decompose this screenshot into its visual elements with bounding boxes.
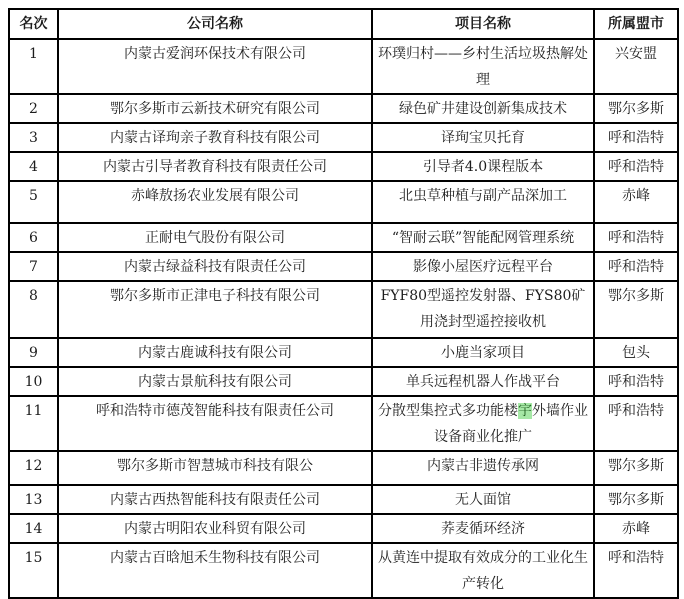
project-cell: 小鹿当家项目 (372, 338, 594, 367)
rank-cell: 7 (9, 252, 58, 281)
city-cell: 呼和浩特 (594, 152, 678, 181)
company-cell: 内蒙古绿益科技有限责任公司 (58, 252, 372, 281)
company-cell: 鄂尔多斯市正津电子科技有限公司 (58, 281, 372, 338)
header-project: 项目名称 (372, 9, 594, 39)
project-cell: 译珣宝贝托育 (372, 123, 594, 152)
table-row (9, 39, 678, 94)
project-text: 外墙作业设备商业化推广 (434, 403, 588, 445)
city-cell: 赤峰 (594, 514, 678, 543)
highlighted-text: 宇 (518, 403, 532, 419)
company-cell: 内蒙古引导者教育科技有限责任公司 (58, 152, 372, 181)
company-cell: 内蒙古鹿诚科技有限公司 (58, 338, 372, 367)
ranking-table (8, 8, 679, 599)
table-row (9, 252, 678, 281)
project-cell: 绿色矿井建设创新集成技术 (372, 94, 594, 123)
rank-cell: 11 (9, 396, 58, 451)
city-cell: 呼和浩特 (594, 367, 678, 396)
header-company: 公司名称 (58, 9, 372, 39)
company-cell: 正耐电气股份有限公司 (58, 223, 372, 252)
project-cell: 环璞归村——乡村生活垃圾热解处理 (372, 39, 594, 94)
table-row (9, 181, 678, 223)
project-cell (372, 396, 594, 451)
city-cell: 鄂尔多斯 (594, 451, 678, 485)
table-row (9, 485, 678, 514)
header-city: 所属盟市 (594, 9, 678, 39)
city-cell: 鄂尔多斯 (594, 281, 678, 338)
rank-cell: 8 (9, 281, 58, 338)
city-cell: 赤峰 (594, 181, 678, 223)
project-cell: “智耐云联”智能配网管理系统 (372, 223, 594, 252)
table-row (9, 94, 678, 123)
table-row (9, 338, 678, 367)
header-rank: 名次 (9, 9, 58, 39)
company-cell: 内蒙古爱润环保技术有限公司 (58, 39, 372, 94)
project-cell: 北虫草种植与副产品深加工 (372, 181, 594, 223)
city-cell: 呼和浩特 (594, 123, 678, 152)
table-body (9, 39, 678, 598)
rank-cell: 13 (9, 485, 58, 514)
company-cell: 鄂尔多斯市智慧城市科技有限公 (58, 451, 372, 485)
table-row (9, 223, 678, 252)
city-cell: 鄂尔多斯 (594, 485, 678, 514)
table-row (9, 396, 678, 451)
table-row (9, 123, 678, 152)
city-cell: 兴安盟 (594, 39, 678, 94)
rank-cell: 15 (9, 543, 58, 598)
company-cell: 赤峰敖扬农业发展有限公司 (58, 181, 372, 223)
project-cell: 荞麦循环经济 (372, 514, 594, 543)
rank-cell: 9 (9, 338, 58, 367)
company-cell: 内蒙古西热智能科技有限责任公司 (58, 485, 372, 514)
city-cell: 呼和浩特 (594, 543, 678, 598)
table-row (9, 152, 678, 181)
rank-cell: 12 (9, 451, 58, 485)
company-cell: 内蒙古明阳农业科贸有限公司 (58, 514, 372, 543)
project-text: 分散型集控式多功能楼 (378, 403, 518, 419)
project-cell: 单兵远程机器人作战平台 (372, 367, 594, 396)
table-row (9, 451, 678, 485)
city-cell: 包头 (594, 338, 678, 367)
rank-cell: 2 (9, 94, 58, 123)
city-cell: 鄂尔多斯 (594, 94, 678, 123)
company-cell: 内蒙古百晗旭禾生物科技有限公司 (58, 543, 372, 598)
rank-cell: 3 (9, 123, 58, 152)
rank-cell: 5 (9, 181, 58, 223)
city-cell: 呼和浩特 (594, 396, 678, 451)
project-cell: 影像小屋医疗远程平台 (372, 252, 594, 281)
rank-cell: 10 (9, 367, 58, 396)
project-cell: 引导者4.0课程版本 (372, 152, 594, 181)
rank-cell: 4 (9, 152, 58, 181)
project-cell: 从黄连中提取有效成分的工业化生产转化 (372, 543, 594, 598)
city-cell: 呼和浩特 (594, 252, 678, 281)
project-cell: FYF80型遥控发射器、FYS80矿用浇封型遥控接收机 (372, 281, 594, 338)
rank-cell: 6 (9, 223, 58, 252)
table-row (9, 367, 678, 396)
header-row (9, 9, 678, 39)
company-cell: 内蒙古景航科技有限公司 (58, 367, 372, 396)
project-cell: 内蒙古非遗传承网 (372, 451, 594, 485)
company-cell: 内蒙古译珣亲子教育科技有限公司 (58, 123, 372, 152)
rank-cell: 14 (9, 514, 58, 543)
company-cell: 呼和浩特市德茂智能科技有限责任公司 (58, 396, 372, 451)
table-row (9, 543, 678, 598)
table-row (9, 281, 678, 338)
rank-cell: 1 (9, 39, 58, 94)
table-row (9, 514, 678, 543)
project-cell: 无人面馆 (372, 485, 594, 514)
company-cell: 鄂尔多斯市云新技术研究有限公司 (58, 94, 372, 123)
table-header (9, 9, 678, 39)
city-cell: 呼和浩特 (594, 223, 678, 252)
